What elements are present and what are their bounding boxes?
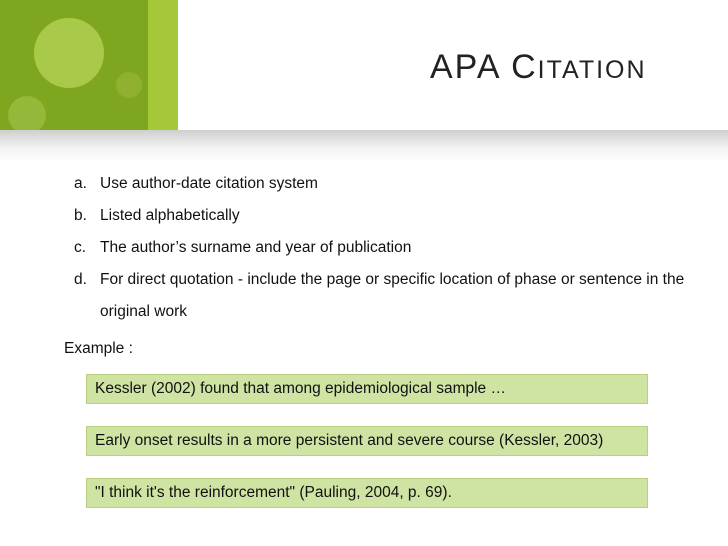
example-label: Example : <box>64 340 133 357</box>
decorative-circle-large <box>34 18 104 88</box>
list-item <box>74 200 694 232</box>
slide-title: APA CITATION <box>430 48 647 86</box>
list-marker: d. <box>74 271 87 288</box>
example-box: "I think it's the reinforcement" (Pauling, 2004, p. 69). <box>86 478 648 508</box>
slide-header <box>0 0 728 130</box>
example-box: Early onset results in a more persistent and severe course (Kessler, 2003) <box>86 426 648 456</box>
citation-rules-list <box>74 168 694 328</box>
list-item-text: Listed alphabetically <box>100 207 240 224</box>
list-item <box>74 264 694 328</box>
decorative-circle-medium <box>8 96 46 130</box>
list-marker: b. <box>74 207 87 224</box>
header-divider-band <box>0 130 728 162</box>
list-marker: c. <box>74 239 87 256</box>
list-marker: a. <box>74 175 87 192</box>
decorative-circle-small <box>116 72 142 98</box>
list-item <box>74 232 694 264</box>
list-item-text: The author’s surname and year of publication <box>100 239 412 256</box>
header-green-stripe <box>148 0 178 130</box>
list-item <box>74 168 694 200</box>
example-box: Kessler (2002) found that among epidemiological sample … <box>86 374 648 404</box>
list-item-text: Use author-date citation system <box>100 175 318 192</box>
list-item-text: For direct quotation - include the page or specific location of phase or sentence in the original work <box>100 271 685 320</box>
